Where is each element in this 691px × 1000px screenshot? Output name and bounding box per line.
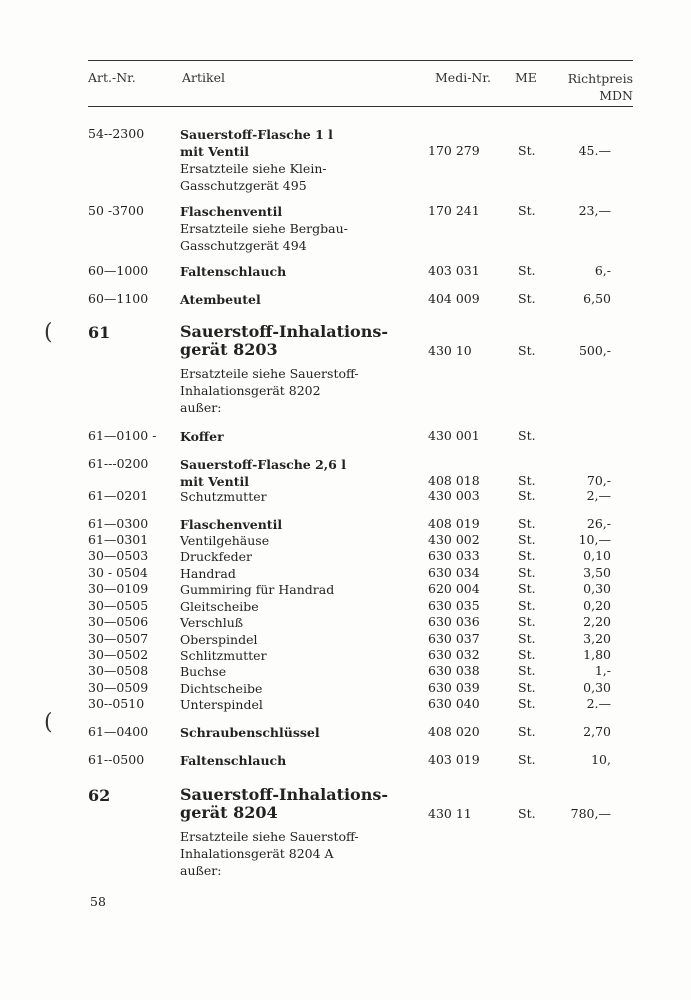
article-cell bbox=[180, 548, 415, 565]
art-nr: 60—1000 bbox=[88, 263, 149, 278]
article-note: Ventilgehäuse bbox=[180, 533, 270, 548]
price: 6,50 bbox=[583, 291, 611, 306]
price: 3,50 bbox=[583, 565, 611, 580]
article-title: Sauerstoff-Flasche 2,6 l bbox=[180, 457, 346, 472]
unit: St. bbox=[518, 680, 536, 695]
unit: St. bbox=[518, 696, 536, 711]
art-nr: 30—0503 bbox=[88, 548, 149, 563]
price: 45.— bbox=[578, 143, 611, 158]
article-cell bbox=[180, 516, 415, 533]
article-note: Schutzmutter bbox=[180, 489, 267, 504]
article-cell bbox=[180, 786, 415, 879]
unit: St. bbox=[518, 203, 536, 218]
header-medinr: Medi-Nr. bbox=[435, 70, 491, 85]
unit: St. bbox=[518, 663, 536, 678]
price: 0,20 bbox=[583, 598, 611, 613]
unit: St. bbox=[518, 581, 536, 596]
medi-nr: 170 241 bbox=[428, 203, 480, 218]
article-cell bbox=[180, 126, 415, 194]
unit: St. bbox=[518, 724, 536, 739]
article-cell bbox=[180, 263, 415, 280]
article-title: Sauerstoff-Flasche 1 l bbox=[180, 127, 333, 142]
article-title: Flaschenventil bbox=[180, 204, 283, 219]
art-nr: 61—0400 bbox=[88, 724, 149, 739]
article-note: Gleitscheibe bbox=[180, 599, 259, 614]
medi-nr: 404 009 bbox=[428, 291, 480, 306]
unit: St. bbox=[518, 806, 536, 821]
unit: St. bbox=[518, 473, 536, 488]
article-cell bbox=[180, 456, 415, 490]
medi-nr: 630 036 bbox=[428, 614, 480, 629]
art-nr: 61---0200 bbox=[88, 456, 149, 471]
unit: St. bbox=[518, 516, 536, 531]
article-note: Ersatzteile siehe Klein- bbox=[180, 161, 327, 176]
article-title: Sauerstoff-Inhalations- bbox=[180, 322, 388, 341]
art-nr: 61--0500 bbox=[88, 752, 145, 767]
article-cell bbox=[180, 323, 415, 416]
article-title: Atembeutel bbox=[180, 292, 261, 307]
price: 2,20 bbox=[583, 614, 611, 629]
article-title: Schraubenschlüssel bbox=[180, 725, 320, 740]
article-title: Faltenschlauch bbox=[180, 753, 287, 768]
price: 1,80 bbox=[583, 647, 611, 662]
price: 3,20 bbox=[583, 631, 611, 646]
article-note: Inhalationsgerät 8202 bbox=[180, 383, 321, 398]
price: 0,30 bbox=[583, 680, 611, 695]
art-nr: 61—0201 bbox=[88, 488, 149, 503]
price: 70,- bbox=[586, 473, 611, 488]
price: 2,70 bbox=[583, 724, 611, 739]
header-artikel: Artikel bbox=[182, 70, 225, 85]
article-title-cont: gerät 8204 bbox=[180, 803, 278, 822]
price: 10,— bbox=[578, 532, 611, 547]
article-cell bbox=[180, 428, 415, 445]
article-title: Faltenschlauch bbox=[180, 264, 287, 279]
medi-nr: 630 033 bbox=[428, 548, 480, 563]
unit: St. bbox=[518, 263, 536, 278]
medi-nr: 170 279 bbox=[428, 143, 480, 158]
article-cell bbox=[180, 752, 415, 769]
article-note: Gasschutzgerät 495 bbox=[180, 178, 307, 193]
article-note: Handrad bbox=[180, 566, 236, 581]
art-nr: 62 bbox=[88, 786, 111, 805]
article-cell bbox=[180, 488, 415, 505]
header-price-line2: MDN bbox=[599, 88, 633, 103]
article-note: Druckfeder bbox=[180, 549, 253, 564]
article-note: Ersatzteile siehe Bergbau- bbox=[180, 221, 348, 236]
art-nr: 30—0508 bbox=[88, 663, 149, 678]
header-me: ME bbox=[515, 70, 537, 85]
unit: St. bbox=[518, 143, 536, 158]
medi-nr: 630 039 bbox=[428, 680, 480, 695]
margin-mark-1: ( bbox=[44, 320, 53, 345]
price: 2,— bbox=[586, 488, 611, 503]
medi-nr: 630 038 bbox=[428, 663, 480, 678]
article-cell bbox=[180, 614, 415, 631]
article-title: Flaschenventil bbox=[180, 517, 283, 532]
medi-nr: 430 001 bbox=[428, 428, 480, 443]
unit: St. bbox=[518, 647, 536, 662]
unit: St. bbox=[518, 291, 536, 306]
art-nr: 61—0301 bbox=[88, 532, 149, 547]
header-price-line1: Richtpreis bbox=[567, 71, 633, 86]
medi-nr: 620 004 bbox=[428, 581, 480, 596]
article-note: außer: bbox=[180, 863, 222, 878]
medi-nr: 403 031 bbox=[428, 263, 480, 278]
unit: St. bbox=[518, 614, 536, 629]
article-cell bbox=[180, 647, 415, 664]
article-title-cont: mit Ventil bbox=[180, 474, 249, 489]
article-title-cont: mit Ventil bbox=[180, 144, 249, 159]
art-nr: 61—0100 - bbox=[88, 428, 157, 443]
art-nr: 54--2300 bbox=[88, 126, 145, 141]
article-note: Oberspindel bbox=[180, 632, 258, 647]
article-note: Gasschutzgerät 494 bbox=[180, 238, 307, 253]
unit: St. bbox=[518, 548, 536, 563]
price: 2.— bbox=[586, 696, 611, 711]
unit: St. bbox=[518, 488, 536, 503]
art-nr: 30—0109 bbox=[88, 581, 149, 596]
article-cell bbox=[180, 663, 415, 680]
unit: St. bbox=[518, 752, 536, 767]
article-cell bbox=[180, 696, 415, 713]
page-number: 58 bbox=[90, 894, 106, 909]
medi-nr: 430 002 bbox=[428, 532, 480, 547]
price: 23,— bbox=[578, 203, 611, 218]
medi-nr: 408 020 bbox=[428, 724, 480, 739]
header-price bbox=[568, 70, 633, 104]
article-note: Dichtscheibe bbox=[180, 681, 263, 696]
art-nr: 50 -3700 bbox=[88, 203, 144, 218]
medi-nr: 408 018 bbox=[428, 473, 480, 488]
price: 780,— bbox=[570, 806, 611, 821]
art-nr: 30—0505 bbox=[88, 598, 149, 613]
article-cell bbox=[180, 581, 415, 598]
unit: St. bbox=[518, 428, 536, 443]
article-note: außer: bbox=[180, 400, 222, 415]
header-top-rule bbox=[88, 60, 633, 61]
unit: St. bbox=[518, 631, 536, 646]
medi-nr: 630 035 bbox=[428, 598, 480, 613]
art-nr: 60—1100 bbox=[88, 291, 149, 306]
price: 26,- bbox=[586, 516, 611, 531]
art-nr: 30--0510 bbox=[88, 696, 145, 711]
price: 10, bbox=[591, 752, 611, 767]
art-nr: 61—0300 bbox=[88, 516, 149, 531]
article-cell bbox=[180, 631, 415, 648]
medi-nr: 630 034 bbox=[428, 565, 480, 580]
medi-nr: 430 10 bbox=[428, 343, 472, 358]
article-note: Gummiring für Handrad bbox=[180, 582, 335, 597]
article-cell bbox=[180, 565, 415, 582]
medi-nr: 408 019 bbox=[428, 516, 480, 531]
article-title: Koffer bbox=[180, 429, 224, 444]
medi-nr: 630 037 bbox=[428, 631, 480, 646]
unit: St. bbox=[518, 343, 536, 358]
article-note: Schlitzmutter bbox=[180, 648, 267, 663]
unit: St. bbox=[518, 532, 536, 547]
medi-nr: 630 032 bbox=[428, 647, 480, 662]
article-note: Inhalationsgerät 8204 A bbox=[180, 846, 334, 861]
article-cell bbox=[180, 680, 415, 697]
article-cell bbox=[180, 598, 415, 615]
unit: St. bbox=[518, 598, 536, 613]
article-cell bbox=[180, 724, 415, 741]
art-nr: 61 bbox=[88, 323, 111, 342]
article-cell bbox=[180, 203, 415, 254]
article-note: Unterspindel bbox=[180, 697, 263, 712]
medi-nr: 430 003 bbox=[428, 488, 480, 503]
margin-mark-2: ( bbox=[44, 710, 53, 735]
header-artnr: Art.-Nr. bbox=[88, 70, 136, 85]
art-nr: 30—0509 bbox=[88, 680, 149, 695]
article-note: Ersatzteile siehe Sauerstoff- bbox=[180, 829, 359, 844]
price: 500,- bbox=[578, 343, 611, 358]
unit: St. bbox=[518, 565, 536, 580]
price: 6,- bbox=[594, 263, 611, 278]
art-nr: 30—0507 bbox=[88, 631, 149, 646]
art-nr: 30—0502 bbox=[88, 647, 149, 662]
article-title: Sauerstoff-Inhalations- bbox=[180, 785, 388, 804]
header-bottom-rule bbox=[88, 106, 633, 107]
article-note: Buchse bbox=[180, 664, 227, 679]
price: 0,10 bbox=[583, 548, 611, 563]
art-nr: 30 - 0504 bbox=[88, 565, 148, 580]
price: 1,- bbox=[594, 663, 611, 678]
article-note: Verschluß bbox=[180, 615, 244, 630]
article-cell bbox=[180, 532, 415, 549]
medi-nr: 430 11 bbox=[428, 806, 472, 821]
article-cell bbox=[180, 291, 415, 308]
medi-nr: 630 040 bbox=[428, 696, 480, 711]
article-title-cont: gerät 8203 bbox=[180, 340, 278, 359]
price: 0,30 bbox=[583, 581, 611, 596]
medi-nr: 403 019 bbox=[428, 752, 480, 767]
article-note: Ersatzteile siehe Sauerstoff- bbox=[180, 366, 359, 381]
art-nr: 30—0506 bbox=[88, 614, 149, 629]
